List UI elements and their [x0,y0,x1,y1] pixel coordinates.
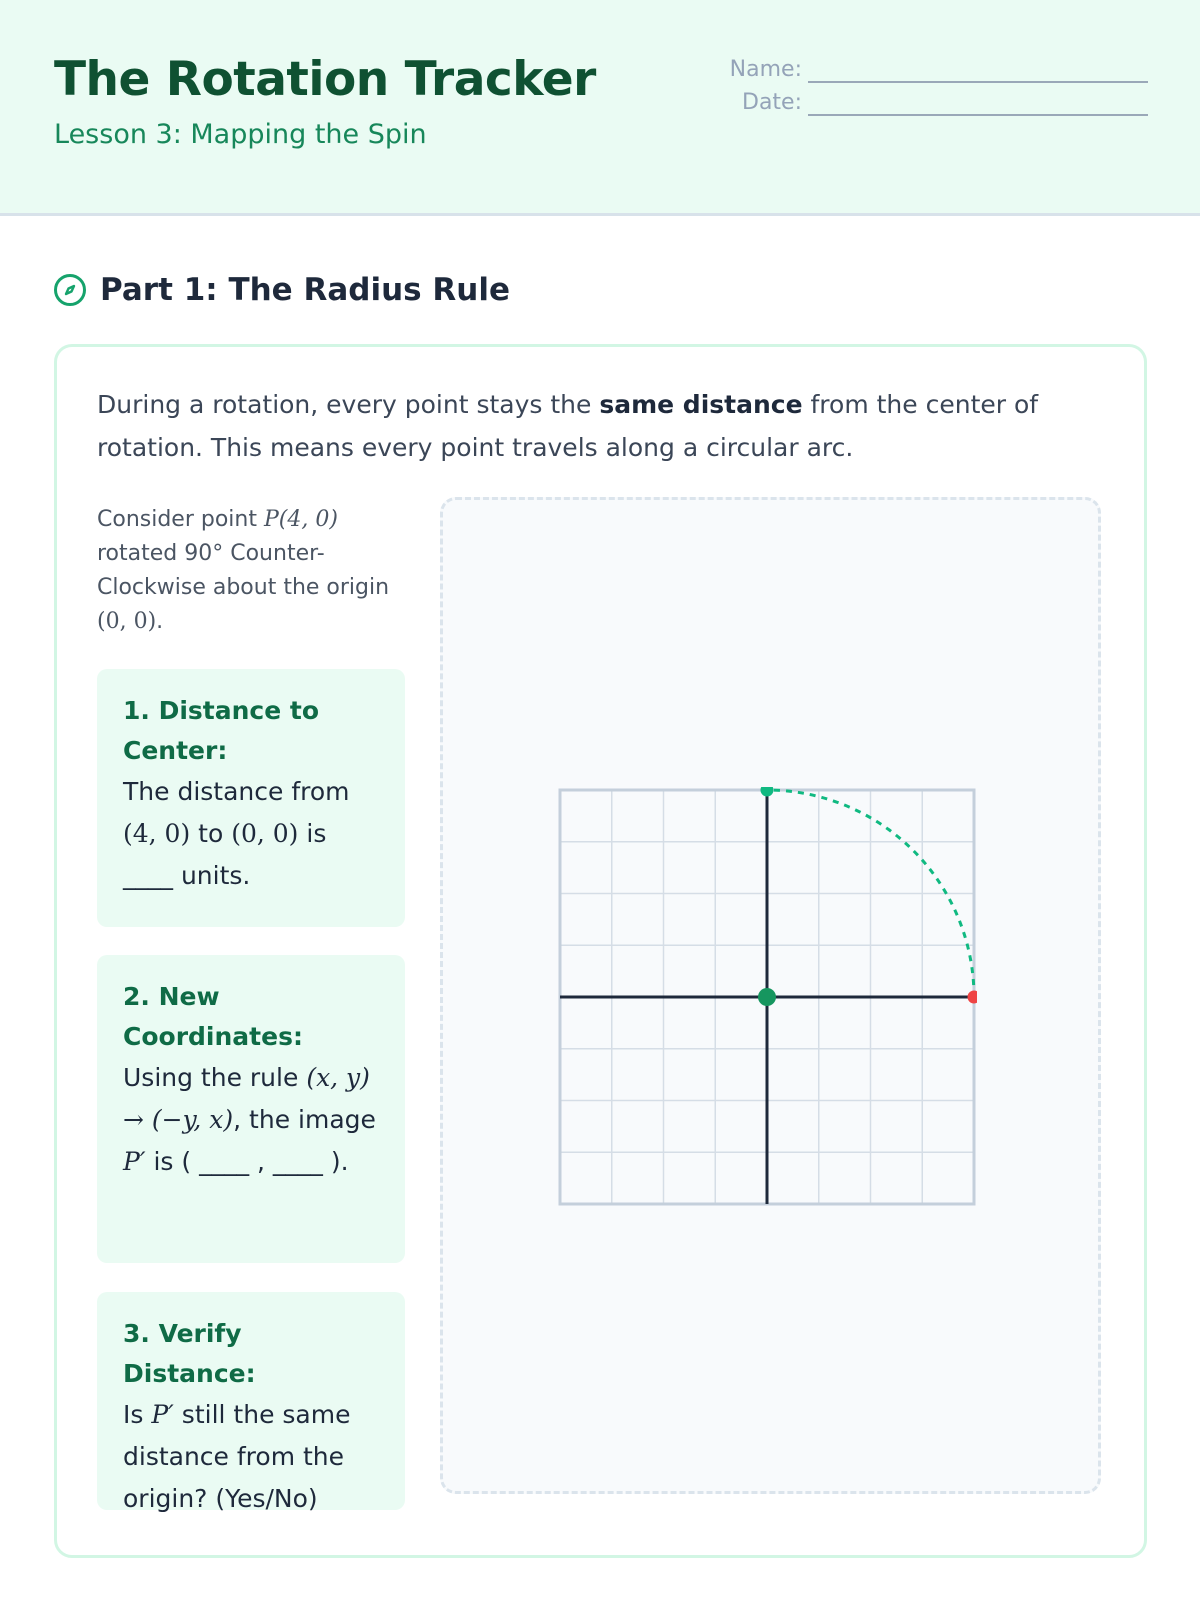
section-heading [54,272,510,308]
date-line[interactable] [808,96,1148,116]
worksheet-header [0,0,1200,216]
page-title: The Rotation Tracker [54,52,596,107]
section-title: Part 1: The Radius Rule [100,272,511,308]
question-1-box[interactable] [97,669,405,927]
question-3-text-b: still the same distance from the origin? (Yes/No) [123,1400,351,1513]
question-3-title: 3. Verify Distance: [123,1319,256,1388]
consider-suffix: . [156,609,164,634]
question-1-math-b: (0, 0) [231,819,299,848]
point-p-label: P(4, 0) [263,507,338,532]
name-field[interactable] [710,57,1148,83]
page-subtitle: Lesson 3: Mapping the Spin [54,119,427,150]
question-2-text-c: is ( ____ , ____ ). [145,1147,349,1176]
question-1-text-b: to [190,819,232,848]
coordinate-grid [557,787,977,1207]
question-1-math-a: (4, 0) [123,819,191,848]
intro-emphasis: same distance [599,390,803,419]
question-2-title: 2. New Coordinates: [123,982,303,1051]
question-3-math: P′ [151,1400,174,1429]
date-label: Date: [742,90,802,115]
question-3-box[interactable] [97,1292,405,1513]
diagram-panel [440,497,1101,1494]
consider-text [97,503,402,639]
consider-middle: rotated 90° Counter-Clockwise about the origin [97,541,390,600]
question-1-text-c: is ____ units. [123,819,327,890]
question-2-text [123,1057,379,1183]
rotation-rule: (x, y) → (−y, x) [123,1063,370,1134]
question-2-box[interactable] [97,955,405,1263]
question-2-text-b: , the image [233,1105,376,1134]
question-3-text-a: Is [123,1400,152,1429]
question-1-text [123,771,379,897]
question-1-text-a: The distance from [123,777,350,806]
question-1-title: 1. Distance to Center: [123,696,320,765]
origin-point [758,988,776,1006]
name-label: Name: [729,57,802,82]
name-line[interactable] [808,63,1148,83]
intro-text-end: from the center of rotation. This means every point travels along a circular arc. [97,390,1039,462]
question-2-text-a: Using the rule [123,1063,307,1092]
compass-icon [54,274,86,306]
part-1-card [54,344,1147,1558]
image-p-prime-label: P′ [123,1147,146,1176]
intro-text [97,383,1077,469]
consider-prefix: Consider point [97,507,264,532]
date-field[interactable] [710,90,1148,116]
origin-label: (0, 0) [97,609,157,634]
question-3-text [123,1394,379,1520]
intro-text-start: During a rotation, every point stays the [97,390,600,419]
